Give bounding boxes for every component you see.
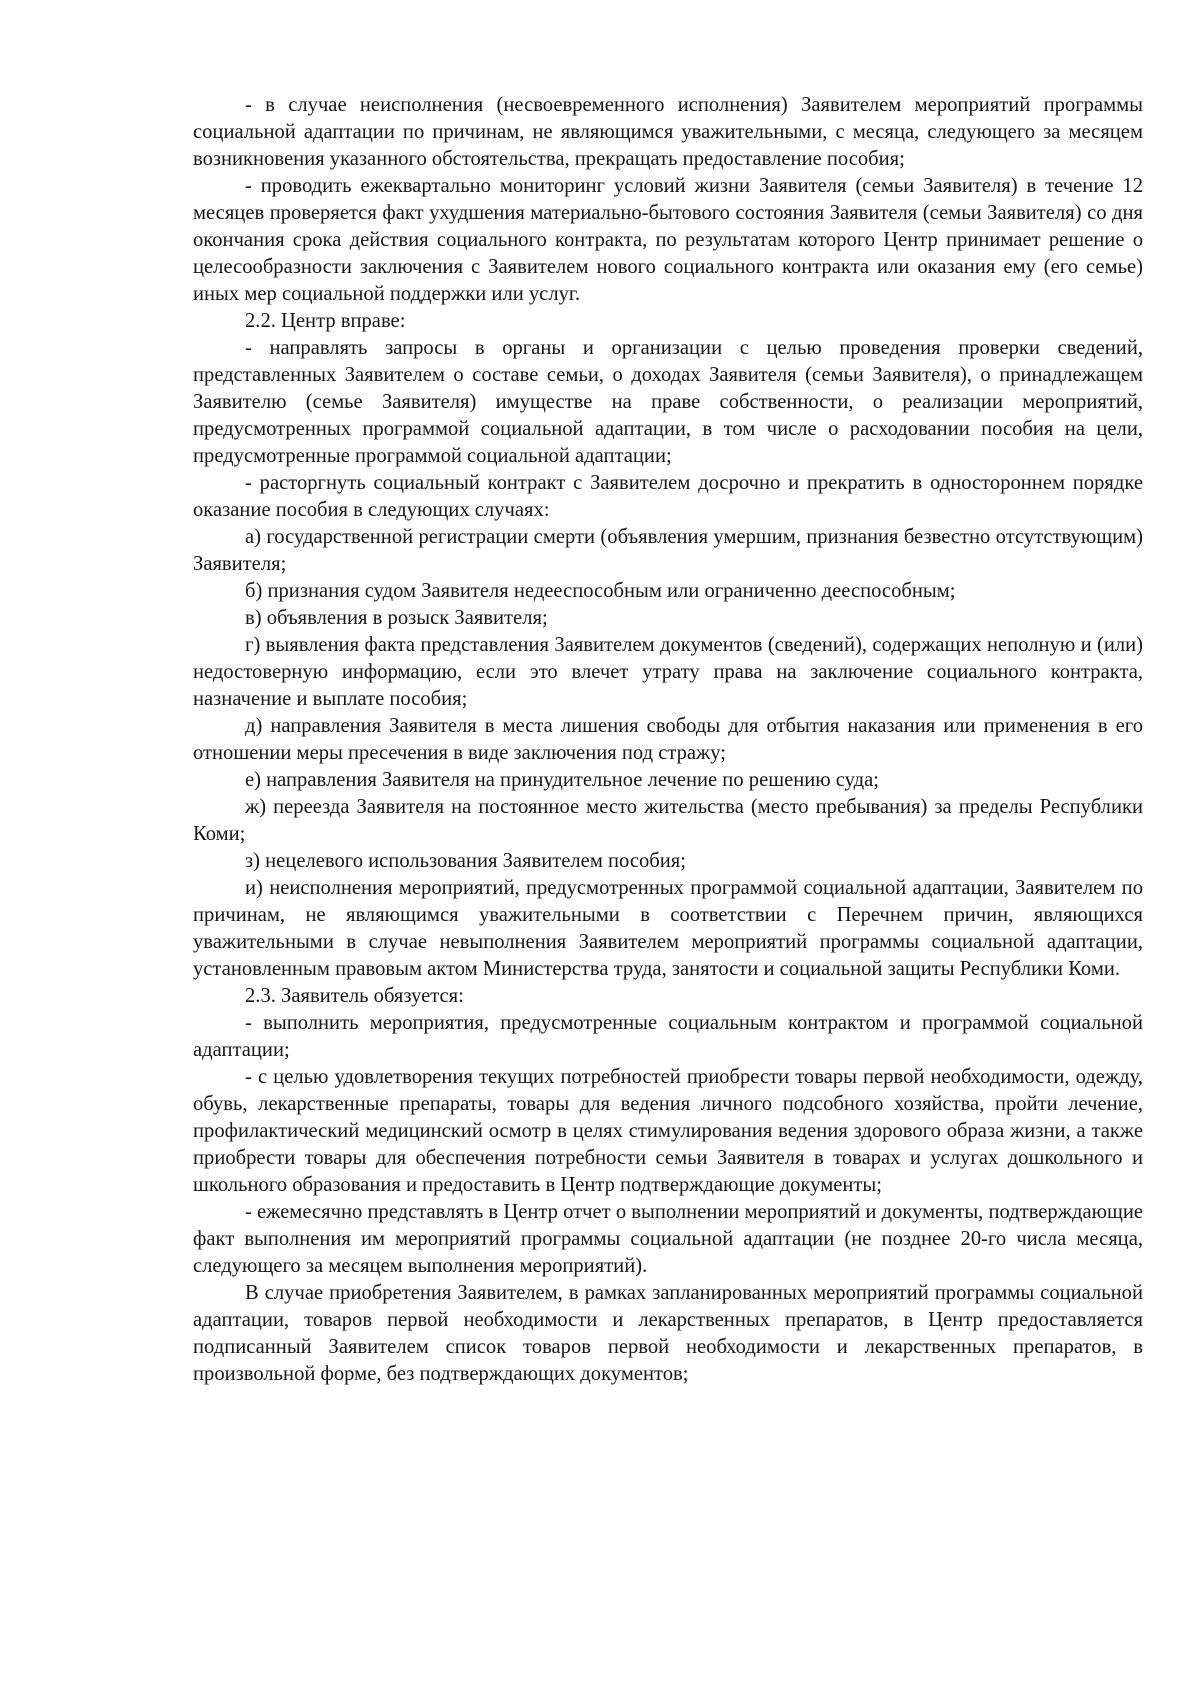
document-body xyxy=(193,92,1143,1388)
list-item-e: е) направления Заявителя на принудительное лечение по решению суда; xyxy=(245,769,879,791)
list-item-g: г) выявления факта представления Заявителем документов (сведений), содержащих неполную и (или) недостоверную информацию, если это влечет утрату права на заключение социального контракта, назначение и выплате пособия; xyxy=(193,634,1143,710)
paragraph-perform-activities: - выполнить мероприятия, предусмотренные социальным контрактом и программой социальной адаптации; xyxy=(193,1012,1143,1061)
paragraph-termination-noncompliance: - в случае неисполнения (несвоевременного исполнения) Заявителем мероприятий программы социальной адаптации по причинам, не являющимся уважительными, с месяца, следующего за месяцем возникновения указанного обстоятельства, прекращать предоставление пособия; xyxy=(193,94,1143,170)
list-item-i: и) неисполнения мероприятий, предусмотренных программой социальной адаптации, Заявителем по причинам, не являющимся уважительными в соответствии с Перечнем причин, являющихся уважительными в случае невыполнения Заявителем мероприятий программы социальной адаптации, установленным правовым актом Министерства труда, занятости и социальной защиты Республики Коми. xyxy=(193,877,1143,980)
list-item-z: з) нецелевого использования Заявителем пособия; xyxy=(245,850,686,872)
list-item-b: б) признания судом Заявителя недееспособным или ограниченно дееспособным; xyxy=(245,580,956,602)
paragraph-send-requests: - направлять запросы в органы и организации с целью проведения проверки сведений, представленных Заявителем о составе семьи, о доходах Заявителя (семьи Заявителя), о принадлежащем Заявителю (семье Заявителя) имуществе на праве собственности, о реализации мероприятий, предусмотренных программой социальной адаптации, в том числе о расходовании пособия на цели, предусмотренные программой социальной адаптации; xyxy=(193,337,1143,467)
paragraph-purchase-goods: - с целью удовлетворения текущих потребностей приобрести товары первой необходимости, одежду, обувь, лекарственные препараты, товары для ведения личного подсобного хозяйства, пройти лечение, профилактический медицинский осмотр в целях стимулирования ведения здорового образа жизни, а также приобрести товары для обеспечения потребности семьи Заявителя в товарах и услугах дошкольного и школьного образования и предоставить в Центр подтверждающие документы; xyxy=(193,1066,1143,1196)
list-item-v: в) объявления в розыск Заявителя; xyxy=(245,607,548,629)
paragraph-monthly-report: - ежемесячно представлять в Центр отчет о выполнении мероприятий и документы, подтверждающие факт выполнения им мероприятий программы социальной адаптации (не позднее 20-го числа месяца, следующего за месяцем выполнения мероприятий). xyxy=(193,1201,1143,1277)
paragraph-quarterly-monitoring: - проводить ежеквартально мониторинг условий жизни Заявителя (семьи Заявителя) в течение 12 месяцев проверяется факт ухудшения материально-бытового состояния Заявителя (семьи Заявителя) со дня окончания срока действия социального контракта, по результатам которого Центр принимает решение о целесообразности заключения с Заявителем нового социального контракта или оказания ему (его семье) иных мер социальной поддержки или услуг. xyxy=(193,175,1143,305)
list-item-zh: ж) переезда Заявителя на постоянное место жительства (место пребывания) за пределы Республики Коми; xyxy=(193,796,1143,845)
paragraph-goods-list: В случае приобретения Заявителем, в рамках запланированных мероприятий программы социальной адаптации, товаров первой необходимости и лекарственных препаратов, в Центр предоставляется подписанный Заявителем список товаров первой необходимости и лекарственных препаратов, в произвольной форме, без подтверждающих документов; xyxy=(193,1282,1143,1385)
list-item-d: д) направления Заявителя в места лишения свободы для отбытия наказания или применения в его отношении меры пресечения в виде заключения под стражу; xyxy=(193,715,1143,764)
section-heading-applicant-obligations: 2.3. Заявитель обязуется: xyxy=(245,985,464,1007)
list-item-a: а) государственной регистрации смерти (объявления умершим, признания безвестно отсутствующим) Заявителя; xyxy=(193,526,1143,575)
paragraph-terminate-contract: - расторгнуть социальный контракт с Заявителем досрочно и прекратить в одностороннем порядке оказание пособия в следующих случаях: xyxy=(193,472,1143,521)
section-heading-center-rights: 2.2. Центр вправе: xyxy=(245,310,406,332)
